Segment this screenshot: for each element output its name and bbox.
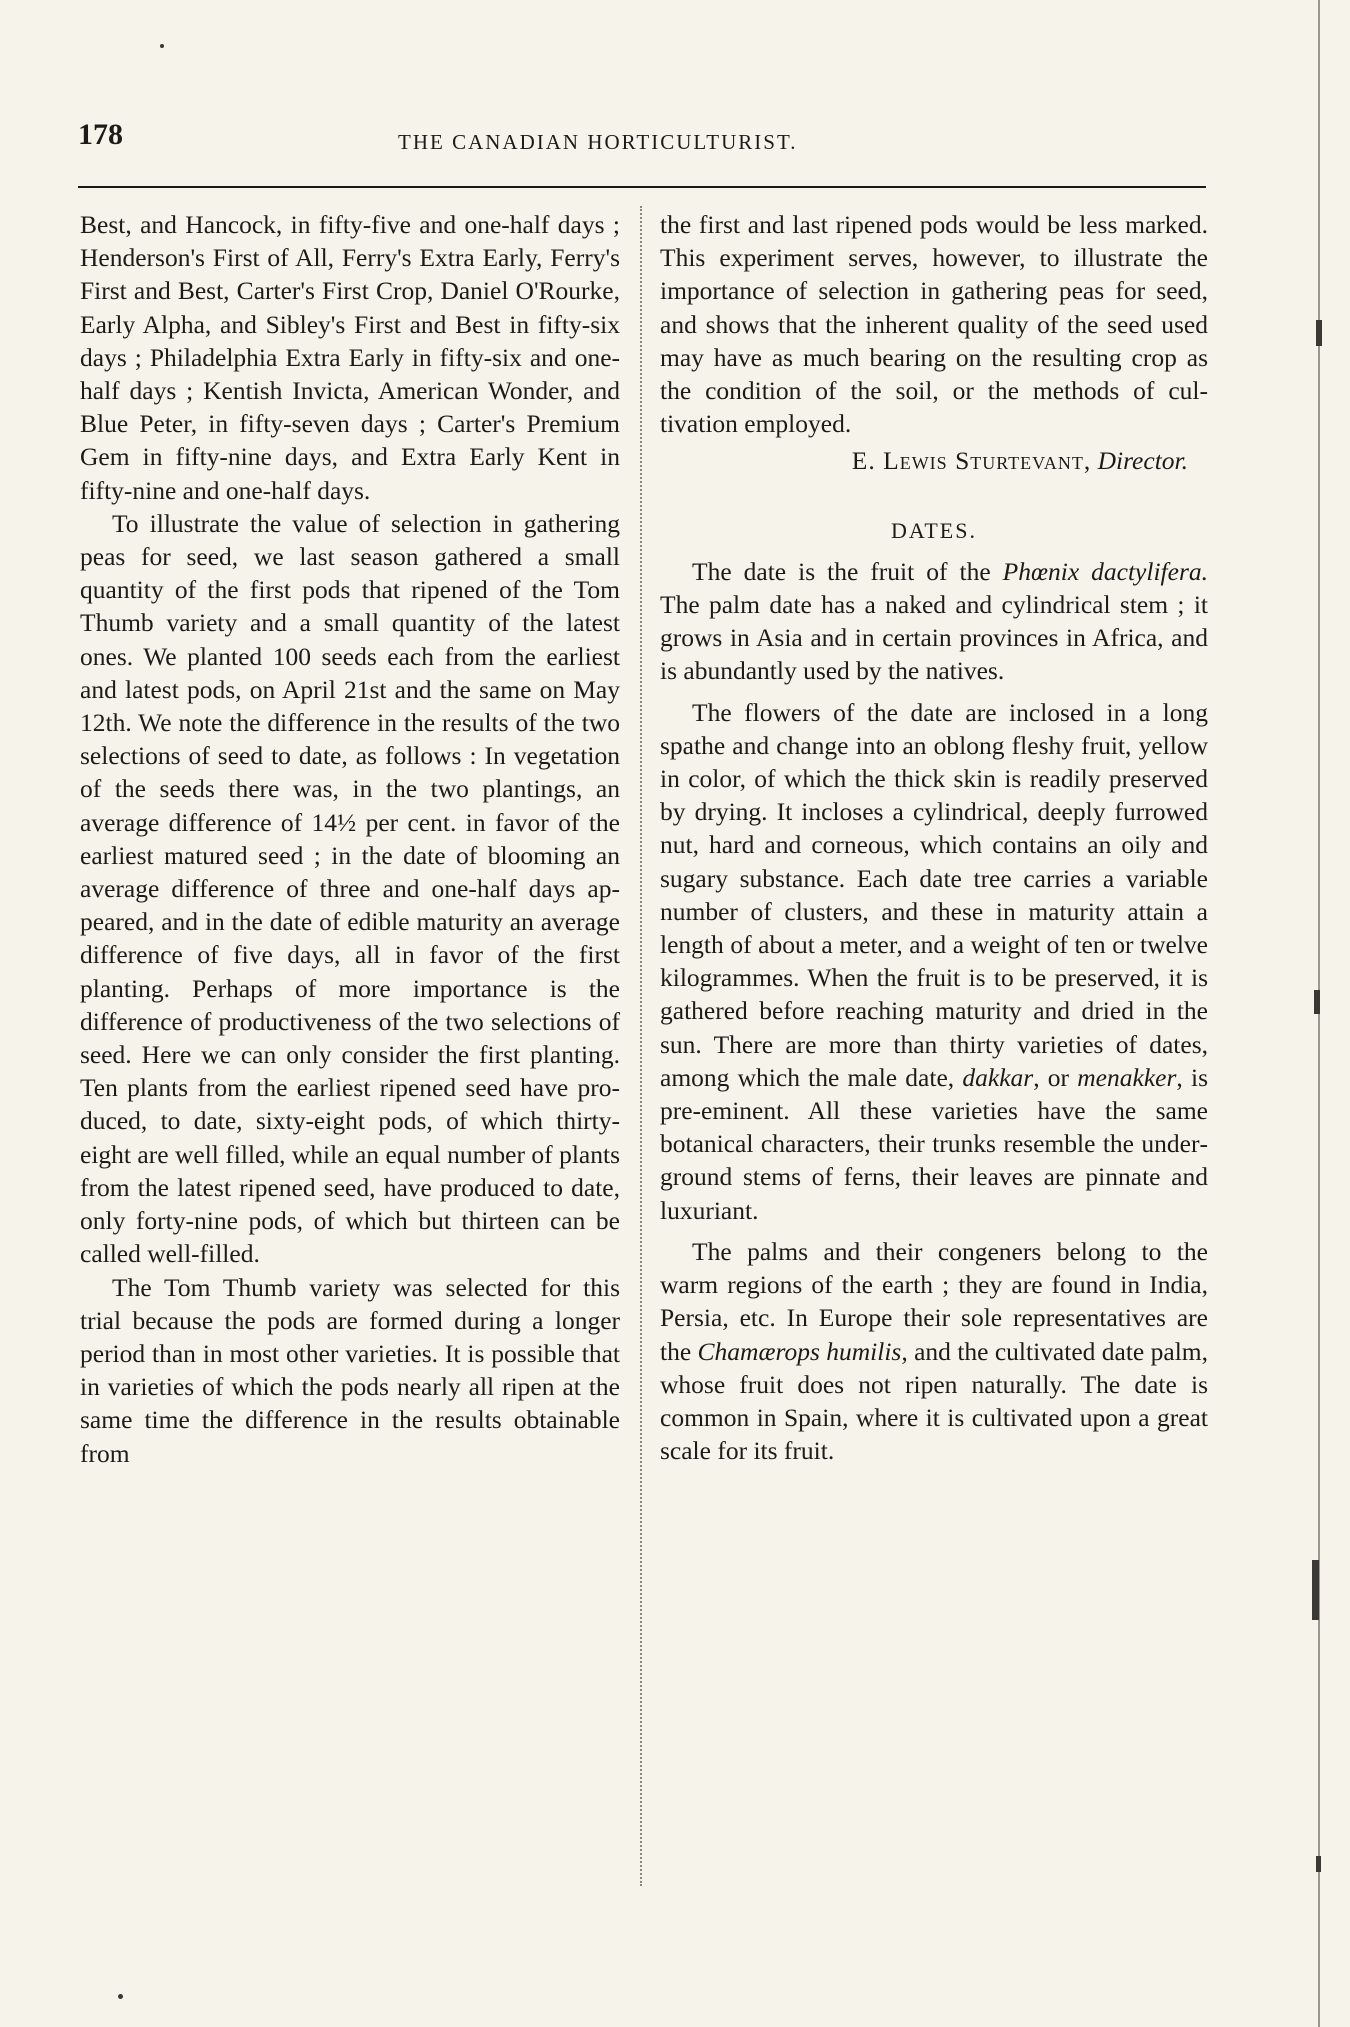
text-run: The palm date has a naked and cylindrical stem ; it grows in Asia and in certain provinces in Africa, and is abundantly used by the natives. <box>660 590 1208 686</box>
right-column <box>660 208 1208 1467</box>
term-menakker: menakker <box>1077 1062 1177 1092</box>
scan-mark <box>1316 320 1322 346</box>
header-rule <box>78 186 1206 188</box>
species-name: Phœnix dactylifera. <box>1002 556 1208 586</box>
running-title: THE CANADIAN HORTICULTURIST. <box>398 130 798 154</box>
paragraph-selection-experiment: To illustrate the value of selection in gathering peas for seed, we last season gathered a small quantity of the first pods that ripened of the Tom Thumb variety and a small quantity of the latest ones. We planted 100 seeds each from the earliest and latest pods, on April 21st and the same on May 12th. We note the difference in the results of the two selections of seed to date, as follows : In vegetation of the seeds there was, in the two plantings, an average difference of 14½ per cent. in favor of the earliest matured seed ; in the date of blooming an average difference of three and one-half days appeared, and in the date of edible maturity an average difference of five days, all in favor of the first planting. Perhaps of more importance is the difference of productiveness of the two selections of seed. Here we can only consider the first planting. Ten plants from the earliest ripened seed have produced, to date, sixty-eight pods, of which thirty-eight are well filled, while an equal number of plants from the latest ripened seed, have produced to date, only forty-nine pods, of which but thirteen can be called well-filled. <box>80 508 620 1269</box>
term-dakkar: dakkar <box>962 1062 1034 1092</box>
scan-mark <box>1314 990 1320 1014</box>
paragraph-continuation: the first and last ripened pods would be less marked. This experiment serves, however, to illustrate the importance of selection in gathering peas for seed, and shows that the inherent quality of the seed used may have as much bearing on the resulting crop as the condition of the soil, or the methods of cultivation employed. <box>660 210 1208 439</box>
paragraph-date-flowers <box>660 696 1208 1227</box>
signature <box>660 444 1208 477</box>
section-heading-dates: DATES. <box>891 517 977 543</box>
scan-mark <box>1316 1856 1321 1872</box>
paragraph-tom-thumb: The Tom Thumb variety was selected for this trial because the pods are formed during a longer period than in most other varieties. It is possible that in varieties of which the pods nearly all ripen at the same time the difference in the results obtainable from <box>80 1272 620 1468</box>
text-run: The palms and their congeners belong to the warm regions of the earth ; they are found in India, Persia, etc. In Europe their sole representatives are the <box>660 1236 1208 1366</box>
text-run: , or <box>1033 1062 1078 1092</box>
left-column <box>80 208 620 1470</box>
paragraph-date-fruit <box>660 555 1208 688</box>
page-number: 178 <box>78 118 123 151</box>
signature-name: E. Lewis Sturtevant, <box>851 446 1092 476</box>
paragraph-pea-varieties: Best, and Hancock, in fifty-five and one-half days ; Henderson's First of All, Ferry's Extra Early, Ferry's First and Best, Carter's First Crop, Daniel O'Rourke, Early Alpha, and Sibley's First and Best in fifty-six days ; Philadelphia Extra Early in fifty-six and one-half days ; Kentish Invicta, American Wonder, and Blue Peter, in fifty-seven days ; Carter's Premium Gem in fifty-nine days, and Extra Early Kent in fifty-nine and one-half days. <box>80 210 620 505</box>
scan-dot <box>160 44 164 48</box>
column-divider <box>640 206 642 1886</box>
scan-mark <box>1312 1560 1319 1620</box>
scan-dot <box>118 1994 123 1999</box>
page-header <box>78 118 1208 162</box>
paragraph-palm-regions <box>660 1235 1208 1467</box>
text-run: The flowers of the date are inclosed in a long spathe and change into an oblong fleshy fruit, yellow in color, of which the thick skin is readily preserved by drying. It incloses a cylindrical, deeply furrowed nut, hard and corneous, which contains an oily and sugary substance. Each date tree carries a variable number of clusters, and these in maturity attain a length of about a meter, and a weight of ten or twelve kilogrammes. When the fruit is to be preserved, it is gathered before reaching maturity and dried in the sun. There are more than thirty varieties of dates, among which the male date, <box>660 697 1208 1092</box>
species-name: Chamærops humilis, <box>697 1336 908 1366</box>
text-run: and the cultivated date palm, whose fruit does not ripen naturally. The date is common in Spain, where it is cultivated upon a great scale for its fruit. <box>660 1336 1208 1466</box>
text-run: , is pre-eminent. All these varieties have the same botanical characters, their trunks resemble the underground stems of ferns, their leaves are pinnate and luxuriant. <box>660 1062 1208 1225</box>
text-run: The date is the fruit of the <box>692 556 1003 586</box>
signature-title: Director. <box>1097 446 1188 476</box>
